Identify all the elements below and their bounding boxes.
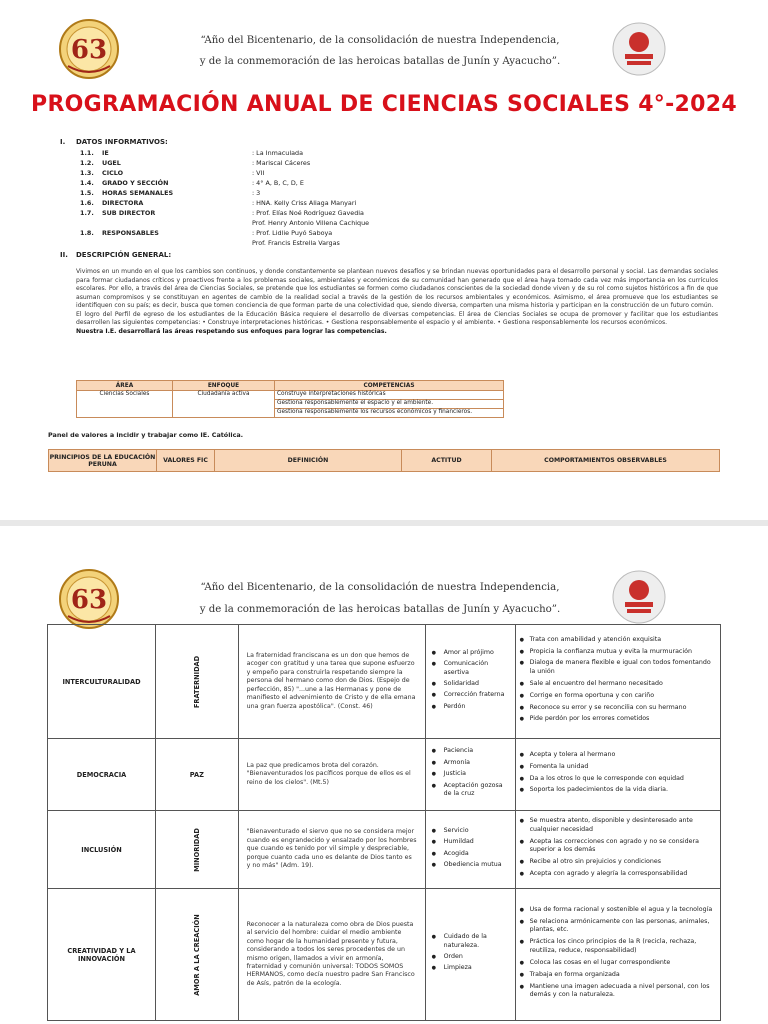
list-item: ● Soporta los padecimientos de la vida diaria. <box>520 786 716 794</box>
info-row: 1.2. UGEL : Mariscal Cáceres <box>80 159 311 167</box>
list-item: ● Comunicación asertiva <box>430 660 511 677</box>
slogan-line-1: “Año del Bicentenario, de la consolidación de nuestra Independencia, <box>200 582 560 593</box>
list-item: ● Limpieza <box>430 964 511 972</box>
comportamientos-cell <box>515 625 720 739</box>
list-item: ● Fomenta la unidad <box>520 763 716 771</box>
list-item: ● Orden <box>430 953 511 961</box>
principio-cell: DEMOCRACIA <box>48 739 156 811</box>
table-row <box>48 739 721 811</box>
area-cell: Ciencias Sociales <box>77 391 173 418</box>
description-paragraph-3: Nuestra I.E. desarrollará las áreas respetando sus enfoques para lograr las competencias. <box>76 327 387 335</box>
info-row: Prof. Henry Antonio Villena Cachique <box>252 219 370 227</box>
definicion-cell: La fraternidad franciscana es un don que hemos de acoger con gratitud y una tarea que supone esfuerzo y empeño para construirla respetando siempre la persona del hermano como don de Dios. (Espejo de perfección, 85) "...une a las Hermanas y pone de manifiesto el advenimiento de Cristo y de ella emana una gran fuerza apostólica". (Const. 46) <box>238 625 425 739</box>
comportamientos-cell <box>515 811 720 889</box>
list-item: ● Amor al prójimo <box>430 649 511 657</box>
header-comportamientos: COMPORTAMIENTOS OBSERVABLES <box>492 450 720 472</box>
principio-cell: CREATIVIDAD Y LA INNOVACIÓN <box>48 889 156 1021</box>
ugel-seal-logo <box>612 22 666 76</box>
slogan-line-2: y de la conmemoración de las heroicas batallas de Junín y Ayacucho”. <box>199 56 561 67</box>
values-table-header <box>48 449 720 472</box>
ugel-seal-logo <box>612 570 666 624</box>
list-item: ● Usa de forma racional y sostenible el agua y la tecnología <box>520 906 716 914</box>
list-item: ● Perdón <box>430 703 511 711</box>
valor-cell: MINORIDAD <box>156 811 239 889</box>
list-item: ● Paciencia <box>430 747 511 755</box>
list-item: ● Se muestra atento, disponible y desinteresado ante cualquier necesidad <box>520 817 716 834</box>
comportamientos-cell <box>515 739 720 811</box>
school-anniversary-logo <box>58 568 120 630</box>
table-row <box>48 625 721 739</box>
slogan-line-2: y de la conmemoración de las heroicas batallas de Junín y Ayacucho”. <box>199 604 561 615</box>
header-principios: PRINCIPIOS DE LA EDUCACIÓN PERUNA <box>49 450 157 472</box>
actitud-cell <box>425 889 515 1021</box>
list-item: ● Aceptación gozosa de la cruz <box>430 782 511 799</box>
info-row: 1.8. RESPONSABLES : Prof. Lidlie Puyó Saboya <box>80 229 333 237</box>
info-row: 1.4. GRADO Y SECCIÓN : 4° A, B, C, D, E <box>80 179 304 187</box>
actitud-cell <box>425 811 515 889</box>
area-competencies-table <box>76 380 504 418</box>
list-item: ● Corrige en forma oportuna y con cariño <box>520 692 716 700</box>
list-item: ● Justicia <box>430 770 511 778</box>
list-item: ● Cuidado de la naturaleza. <box>430 933 511 950</box>
list-item: ● Práctica los cinco principios de la R (recicla, rechaza, reutiliza, reduce, responsabilidad) <box>520 938 716 955</box>
list-item: ● Servicio <box>430 827 511 835</box>
principio-cell: INCLUSIÓN <box>48 811 156 889</box>
list-item: ● Humildad <box>430 838 511 846</box>
description-paragraph-1: Vivimos en un mundo en el que los cambios son continuos, y donde constantemente se plantean nuevos desafíos y se brindan nuevas oportunidades para el desarrollo personal y social. Las demandas sociales para formar ciudadanos críticos y proactivos frente a los problemas sociales, ambientales y económicos de su comunidad han generado que el área haya tomado cada vez más importancia en los currículos escolares. Por ello, a través del área de Ciencias Sociales, se pretende que los estudiantes se formen como ciudadanos conscientes de la sociedad donde viven y de su rol como sujetos históricos a fin de que asuman compromisos y se constituyan en agentes de cambio de la realidad social a través de la gestión de los recursos ambientales y económicos. Asimismo, el área promueve que los estudiantes se identifiquen con su país; es decir, busca que tomen conciencia de que forman parte de una colectividad que, siendo diversa, comparten una misma historia y participan en la construcción de un futuro común. <box>76 268 718 309</box>
list-item: ● Armonía <box>430 759 511 767</box>
list-item: ● Se relaciona armónicamente con las personas, animales, plantas, etc. <box>520 918 716 935</box>
competencia-cell: Construye interpretaciones históricas <box>275 391 504 400</box>
description-paragraph-2: El logro del Perfil de egreso de los estudiantes de la Educación Básica requiere el desarrollo de diversas competencias. El área de Ciencias Sociales se ocupa de promover y facilitar que los estudiantes desarrollen las siguientes competencias: • Construye interpretaciones históricas. • Gestiona responsablemente el espacio y el ambiente. • Gestiona responsablemente los recursos económicos. <box>76 310 718 326</box>
list-item: ● Acepta con agrado y alegría la corresponsabilidad <box>520 870 716 878</box>
valor-cell: PAZ <box>156 739 239 811</box>
document-page-2 <box>0 520 768 1024</box>
valor-cell: FRATERNIDAD <box>156 625 239 739</box>
definicion-cell: La paz que predicamos brota del corazón. "Bienaventurados los pacíficos porque de ellos es el reino de los cielos". (Mt.5) <box>238 739 425 811</box>
header-area: ÁREA <box>77 381 173 391</box>
actitud-cell <box>425 739 515 811</box>
list-item: ● Obediencia mutua <box>430 861 511 869</box>
table-row <box>48 811 721 889</box>
list-item: ● Coloca las cosas en el lugar correspondiente <box>520 959 716 967</box>
header-valores: VALORES FIC <box>157 450 215 472</box>
info-row: 1.3. CICLO : VII <box>80 169 265 177</box>
definicion-cell: Reconocer a la naturaleza como obra de Dios puesta al servicio del hombre: cuidar el medio ambiente como hogar de la humanidad presente y futura, considerando a todos los seres procedentes de un mismo origen, llamados a vivir en armonía, fraternidad y comunión universal: TODOS SOMOS HERMANOS, como decía nuestro padre San Francisco de Asís, patrón de la ecología. <box>238 889 425 1021</box>
list-item: ● Reconoce su error y se reconcilia con su hermano <box>520 704 716 712</box>
header-competencias: COMPETENCIAS <box>275 381 504 391</box>
competencia-cell: Gestiona responsablemente los recursos económicos y financieros. <box>275 409 504 418</box>
actitud-cell <box>425 625 515 739</box>
list-item: ● Da a los otros lo que le corresponde con equidad <box>520 775 716 783</box>
list-item: ● Mantiene una imagen adecuada a nivel personal, con los demás y con la naturaleza. <box>520 983 716 1000</box>
definicion-cell: "Bienaventurado el siervo que no se considera mejor cuando es engrandecido y ensalzado por los hombres que cuando es tenido por vil simple y despreciable, porque cuanto cada uno es delante de Dios tanto es y no más" (Adm. 19). <box>238 811 425 889</box>
valor-cell: AMOR A LA CREACIÓN <box>156 889 239 1021</box>
list-item: ● Acepta las correcciones con agrado y no se considera superior a los demás <box>520 838 716 855</box>
list-item: ● Trata con amabilidad y atención exquisita <box>520 636 716 644</box>
info-row: 1.7. SUB DIRECTOR : Prof. Elías Noé Rodríguez Gavedia <box>80 209 364 217</box>
info-row: 1.5. HORAS SEMANALES : 3 <box>80 189 261 197</box>
header-enfoque: ENFOQUE <box>173 381 275 391</box>
list-item: ● Corrección fraterna <box>430 691 511 699</box>
list-item: ● Acogida <box>430 850 511 858</box>
list-item: ● Recibe al otro sin prejuicios y condiciones <box>520 858 716 866</box>
table-row <box>48 889 721 1021</box>
list-item: ● Sale al encuentro del hermano necesitado <box>520 680 716 688</box>
general-description <box>76 268 718 336</box>
section-1-heading: I. DATOS INFORMATIVOS: <box>60 138 168 146</box>
values-panel-label: Panel de valores a incidir y trabajar como IE. Católica. <box>48 431 244 439</box>
page-title: PROGRAMACIÓN ANUAL DE CIENCIAS SOCIALES 4°-2024 <box>31 92 737 117</box>
values-table <box>47 624 721 1021</box>
logo-number: 63 <box>70 585 108 615</box>
logo-number: 63 <box>70 35 108 65</box>
list-item: ● Pide perdón por los errores cometidos <box>520 715 716 723</box>
header-actitud: ACTITUD <box>402 450 492 472</box>
info-table <box>80 148 552 248</box>
principio-cell: INTERCULTURALIDAD <box>48 625 156 739</box>
comportamientos-cell <box>515 889 720 1021</box>
list-item: ● Propicia la confianza mutua y evita la murmuración <box>520 648 716 656</box>
enfoque-cell: Ciudadanía activa <box>173 391 275 418</box>
info-row: Prof. Francis Estrella Vargas <box>252 239 340 247</box>
list-item: ● Acepta y tolera al hermano <box>520 751 716 759</box>
slogan-line-1: “Año del Bicentenario, de la consolidación de nuestra Independencia, <box>200 35 560 46</box>
section-2-heading: II. DESCRIPCIÓN GENERAL: <box>60 251 172 259</box>
list-item: ● Dialoga de manera flexible e igual con todos fomentando la unión <box>520 659 716 676</box>
school-anniversary-logo <box>58 18 120 80</box>
list-item: ● Trabaja en forma organizada <box>520 971 716 979</box>
info-row: 1.6. DIRECTORA : HNA. Kelly Criss Aliaga Manyari <box>80 199 357 207</box>
info-row: 1.1. IE : La Inmaculada <box>80 149 303 157</box>
list-item: ● Solidaridad <box>430 680 511 688</box>
header-definicion: DEFINICIÓN <box>215 450 402 472</box>
competencia-cell: Gestiona responsablemente el espacio y el ambiente. <box>275 400 504 409</box>
